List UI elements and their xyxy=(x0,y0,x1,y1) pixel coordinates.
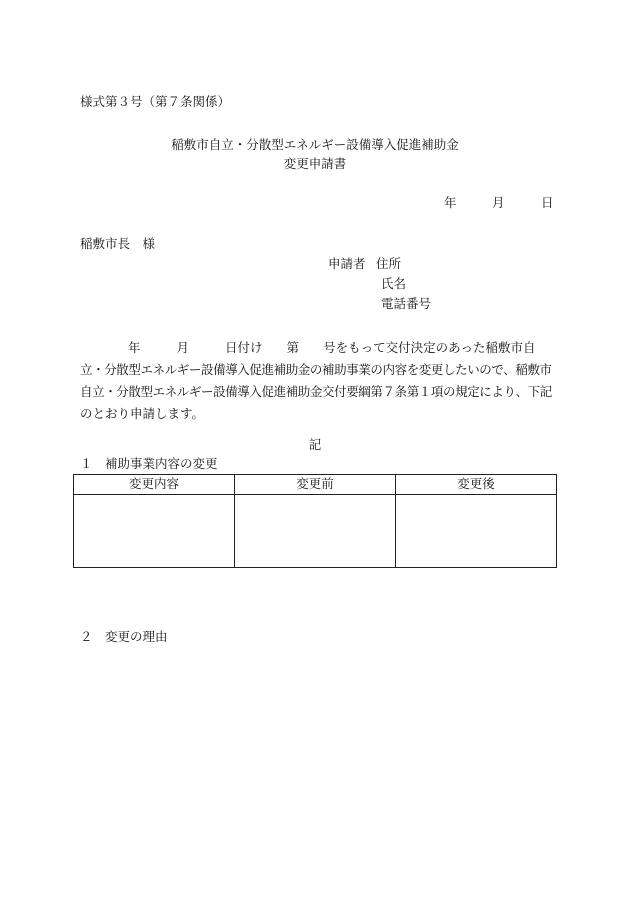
body-month: 月 xyxy=(176,340,190,355)
body-number-prefix: 第 xyxy=(286,340,300,355)
after-change-cell[interactable] xyxy=(396,495,557,568)
body-line-1 xyxy=(80,337,554,359)
applicant-address-label: 住所 xyxy=(376,256,402,271)
change-table xyxy=(73,474,557,568)
ki-marker: 記 xyxy=(308,437,322,452)
document-title: 稲敷市自立・分散型エネルギー設備導入促進補助金 xyxy=(171,137,459,152)
document-subtitle: 変更申請書 xyxy=(283,156,347,171)
body-paragraph xyxy=(80,337,554,425)
before-change-cell[interactable] xyxy=(235,495,396,568)
applicant-phone-label: 電話番号 xyxy=(381,296,432,311)
change-content-cell[interactable] xyxy=(74,495,235,568)
body-line-4: のとおり申請します。 xyxy=(80,406,205,421)
body-line-2: 立・分散型エネルギー設備導入促進補助金の補助事業の内容を変更したいので、稲敷市 xyxy=(80,362,552,377)
date-day-label: 日 xyxy=(541,195,554,210)
section-1-heading: １ 補助事業内容の変更 xyxy=(80,456,218,471)
addressee: 稲敷市長 様 xyxy=(80,236,156,251)
body-year: 年 xyxy=(128,340,141,355)
date-year-label: 年 xyxy=(444,195,457,210)
change-table-header-content: 変更内容 xyxy=(74,475,235,495)
date-month-label: 月 xyxy=(492,195,505,210)
applicant-name-label: 氏名 xyxy=(381,276,407,291)
body-dated: 日付け xyxy=(225,340,263,355)
table-row xyxy=(74,495,557,568)
section-2-heading: ２ 変更の理由 xyxy=(80,629,168,644)
body-line-1-rest: 号をもって交付決定のあった稲敷市自 xyxy=(323,340,536,355)
change-table-header-before: 変更前 xyxy=(235,475,396,495)
change-table-header-row xyxy=(74,475,557,495)
form-number-label: 様式第３号（第７条関係） xyxy=(80,94,231,109)
change-table-header-after: 変更後 xyxy=(396,475,557,495)
applicant-label: 申請者 xyxy=(328,256,366,271)
body-line-3: 自立・分散型エネルギー設備導入促進補助金交付要綱第７条第１項の規定により、下記 xyxy=(80,384,552,399)
